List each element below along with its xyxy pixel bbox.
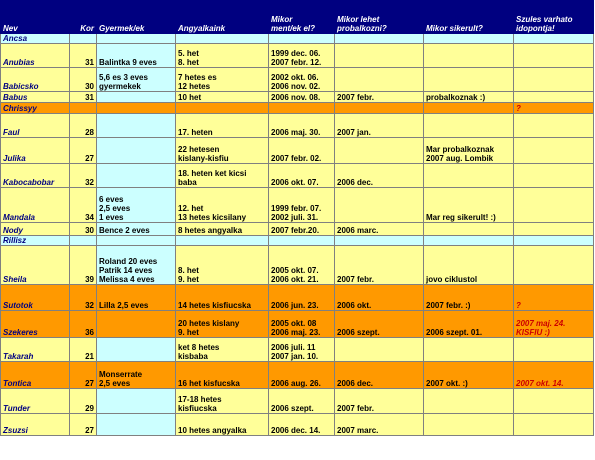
cell-nev: Nody xyxy=(1,223,70,236)
cell-gyermek xyxy=(97,338,176,362)
cell-sikerult xyxy=(424,34,514,44)
table-row xyxy=(1,338,594,362)
cell-gyermek xyxy=(97,103,176,114)
cell-mikor: 2006 okt. 07. xyxy=(269,164,335,188)
table-row xyxy=(1,223,594,236)
header-gyermek: Gyermek/ek xyxy=(97,1,176,34)
table-row xyxy=(1,236,594,246)
cell-lehet: 2007 jan. xyxy=(335,114,424,138)
cell-sikerult: Mar probalkoznak 2007 aug. Lombik xyxy=(424,138,514,164)
cell-mikor: 1999 dec. 06. 2007 febr. 12. xyxy=(269,44,335,68)
cell-mikor xyxy=(269,34,335,44)
cell-kor: 31 xyxy=(70,44,97,68)
cell-gyermek xyxy=(97,236,176,246)
cell-lehet: 2006 szept. xyxy=(335,311,424,338)
cell-angyal: 18. heten ket kicsi baba xyxy=(176,164,269,188)
cell-kor: 32 xyxy=(70,285,97,311)
cell-lehet: 2007 marc. xyxy=(335,414,424,436)
cell-nev: Julika xyxy=(1,138,70,164)
cell-nev: Faul xyxy=(1,114,70,138)
cell-sikerult xyxy=(424,114,514,138)
cell-lehet: 2006 okt. xyxy=(335,285,424,311)
cell-szules xyxy=(514,223,594,236)
cell-sikerult xyxy=(424,338,514,362)
cell-szules xyxy=(514,389,594,414)
cell-kor: 34 xyxy=(70,188,97,223)
cell-nev: Tontica xyxy=(1,362,70,389)
cell-szules: ? xyxy=(514,103,594,114)
cell-szules: ? xyxy=(514,285,594,311)
table-row xyxy=(1,362,594,389)
cell-lehet xyxy=(335,44,424,68)
cell-sikerult: jovo ciklustol xyxy=(424,246,514,285)
cell-angyal: 17. heten xyxy=(176,114,269,138)
cell-mikor: 2007 febr. 02. xyxy=(269,138,335,164)
cell-gyermek: 5,6 es 3 eves gyermekek xyxy=(97,68,176,92)
cell-mikor: 2002 okt. 06. 2006 nov. 02. xyxy=(269,68,335,92)
cell-kor: 27 xyxy=(70,414,97,436)
cell-gyermek: Lilla 2,5 eves xyxy=(97,285,176,311)
cell-lehet: 2006 dec. xyxy=(335,362,424,389)
header-nev: Nev xyxy=(1,1,70,34)
cell-lehet: 2007 febr. xyxy=(335,92,424,103)
cell-gyermek xyxy=(97,138,176,164)
cell-angyal: 17-18 hetes kisfiucska xyxy=(176,389,269,414)
cell-kor xyxy=(70,34,97,44)
cell-nev: Rillisz xyxy=(1,236,70,246)
header-angyalkaink: Angyalkaink xyxy=(176,1,269,34)
cell-kor: 30 xyxy=(70,68,97,92)
table-row xyxy=(1,164,594,188)
table-row xyxy=(1,92,594,103)
cell-mikor: 1999 febr. 07. 2002 juli. 31. xyxy=(269,188,335,223)
cell-kor: 36 xyxy=(70,311,97,338)
cell-angyal xyxy=(176,236,269,246)
cell-sikerult xyxy=(424,103,514,114)
table-row xyxy=(1,246,594,285)
cell-sikerult: 2007 febr. :) xyxy=(424,285,514,311)
cell-angyal xyxy=(176,103,269,114)
cell-gyermek xyxy=(97,114,176,138)
cell-nev: Sheila xyxy=(1,246,70,285)
cell-lehet xyxy=(335,188,424,223)
cell-szules xyxy=(514,44,594,68)
cell-angyal: 5. het 8. het xyxy=(176,44,269,68)
cell-kor: 27 xyxy=(70,362,97,389)
header-szules-text: Szules varhato idopontja! xyxy=(516,15,573,33)
cell-kor xyxy=(70,103,97,114)
cell-nev: Ancsa xyxy=(1,34,70,44)
table-row xyxy=(1,311,594,338)
cell-gyermek xyxy=(97,92,176,103)
cell-lehet xyxy=(335,34,424,44)
cell-gyermek xyxy=(97,389,176,414)
cell-nev: Tunder xyxy=(1,389,70,414)
cell-mikor: 2007 febr.20. xyxy=(269,223,335,236)
cell-mikor: 2006 aug. 26. xyxy=(269,362,335,389)
cell-sikerult: 2006 szept. 01. xyxy=(424,311,514,338)
cell-angyal: 10 hetes angyalka xyxy=(176,414,269,436)
cell-angyal: 7 hetes es 12 hetes xyxy=(176,68,269,92)
cell-szules xyxy=(514,92,594,103)
cell-angyal: 20 hetes kislany 9. het xyxy=(176,311,269,338)
cell-sikerult xyxy=(424,414,514,436)
cell-lehet: 2007 febr. xyxy=(335,389,424,414)
cell-nev: Zsuzsi xyxy=(1,414,70,436)
cell-angyal xyxy=(176,34,269,44)
cell-angyal: 8 hetes angyalka xyxy=(176,223,269,236)
table-row xyxy=(1,103,594,114)
cell-gyermek: 6 eves 2,5 eves 1 eves xyxy=(97,188,176,223)
cell-kor: 31 xyxy=(70,92,97,103)
cell-angyal: ket 8 hetes kisbaba xyxy=(176,338,269,362)
cell-gyermek: Roland 20 eves Patrik 14 eves Melissa 4 eves xyxy=(97,246,176,285)
cell-mikor xyxy=(269,103,335,114)
table-row xyxy=(1,188,594,223)
header-mikor-text: Mikor ment/ek el? xyxy=(271,15,316,33)
cell-gyermek: Monserrate 2,5 eves xyxy=(97,362,176,389)
cell-nev: Mandala xyxy=(1,188,70,223)
cell-lehet xyxy=(335,338,424,362)
cell-nev: Takarah xyxy=(1,338,70,362)
cell-szules xyxy=(514,236,594,246)
cell-sikerult xyxy=(424,68,514,92)
cell-gyermek xyxy=(97,311,176,338)
cell-kor: 27 xyxy=(70,138,97,164)
cell-szules xyxy=(514,164,594,188)
cell-nev: Chrissyy xyxy=(1,103,70,114)
cell-angyal: 14 hetes kisfiucska xyxy=(176,285,269,311)
cell-kor: 21 xyxy=(70,338,97,362)
cell-szules xyxy=(514,188,594,223)
header-row xyxy=(1,1,594,34)
header-mikor-sikerult: Mikor sikerult? xyxy=(424,1,514,34)
cell-nev: Babus xyxy=(1,92,70,103)
cell-szules xyxy=(514,246,594,285)
cell-nev: Anubias xyxy=(1,44,70,68)
cell-kor xyxy=(70,236,97,246)
cell-mikor: 2005 okt. 07. 2006 okt. 21. xyxy=(269,246,335,285)
cell-angyal: 8. het 9. het xyxy=(176,246,269,285)
cell-kor: 32 xyxy=(70,164,97,188)
cell-mikor: 2006 maj. 30. xyxy=(269,114,335,138)
table-row xyxy=(1,68,594,92)
cell-gyermek: Bence 2 eves xyxy=(97,223,176,236)
table-row xyxy=(1,285,594,311)
cell-gyermek xyxy=(97,414,176,436)
cell-nev: Sutotok xyxy=(1,285,70,311)
cell-gyermek: Balintka 9 eves xyxy=(97,44,176,68)
header-mikor-mentek-el xyxy=(269,1,335,34)
cell-sikerult: Mar reg sikerult! :) xyxy=(424,188,514,223)
cell-kor: 28 xyxy=(70,114,97,138)
cell-szules xyxy=(514,114,594,138)
cell-szules xyxy=(514,414,594,436)
cell-mikor: 2006 nov. 08. xyxy=(269,92,335,103)
cell-mikor: 2006 szept. xyxy=(269,389,335,414)
table-row xyxy=(1,414,594,436)
cell-nev: Babicsko xyxy=(1,68,70,92)
cell-angyal: 22 hetesen kislany-kisfiu xyxy=(176,138,269,164)
table-row xyxy=(1,114,594,138)
cell-lehet xyxy=(335,236,424,246)
cell-mikor xyxy=(269,236,335,246)
cell-mikor: 2006 juli. 11 2007 jan. 10. xyxy=(269,338,335,362)
header-mikor-lehet xyxy=(335,1,424,34)
cell-nev: Szekeres xyxy=(1,311,70,338)
cell-lehet xyxy=(335,103,424,114)
cell-kor: 29 xyxy=(70,389,97,414)
cell-kor: 30 xyxy=(70,223,97,236)
cell-sikerult xyxy=(424,164,514,188)
cell-sikerult: probalkoznak :) xyxy=(424,92,514,103)
table-row xyxy=(1,389,594,414)
cell-szules xyxy=(514,68,594,92)
cell-lehet xyxy=(335,68,424,92)
cell-lehet: 2007 febr. xyxy=(335,246,424,285)
table-row xyxy=(1,34,594,44)
cell-sikerult xyxy=(424,236,514,246)
cell-mikor: 2006 dec. 14. xyxy=(269,414,335,436)
cell-angyal: 12. het 13 hetes kicsilany xyxy=(176,188,269,223)
cell-nev: Kabocabobar xyxy=(1,164,70,188)
cell-mikor: 2006 jun. 23. xyxy=(269,285,335,311)
cell-mikor: 2005 okt. 08 2006 maj. 23. xyxy=(269,311,335,338)
cell-sikerult xyxy=(424,223,514,236)
cell-gyermek xyxy=(97,34,176,44)
cell-szules xyxy=(514,338,594,362)
cell-sikerult xyxy=(424,44,514,68)
cell-sikerult xyxy=(424,389,514,414)
cell-lehet xyxy=(335,138,424,164)
table-row xyxy=(1,138,594,164)
cell-szules: 2007 okt. 14. xyxy=(514,362,594,389)
cell-gyermek xyxy=(97,164,176,188)
cell-angyal: 10 het xyxy=(176,92,269,103)
cell-angyal: 16 het kisfucska xyxy=(176,362,269,389)
cell-szules: 2007 maj. 24. KISFIU :) xyxy=(514,311,594,338)
header-szules xyxy=(514,1,594,34)
cell-sikerult: 2007 okt. :) xyxy=(424,362,514,389)
cell-szules xyxy=(514,34,594,44)
cell-lehet: 2006 marc. xyxy=(335,223,424,236)
cell-szules xyxy=(514,138,594,164)
header-lehet-text: Mikor lehet probalkozni? xyxy=(337,15,387,33)
cell-kor: 39 xyxy=(70,246,97,285)
header-kor: Kor xyxy=(70,1,97,34)
cell-lehet: 2006 dec. xyxy=(335,164,424,188)
table-body xyxy=(1,34,594,436)
table-row xyxy=(1,44,594,68)
